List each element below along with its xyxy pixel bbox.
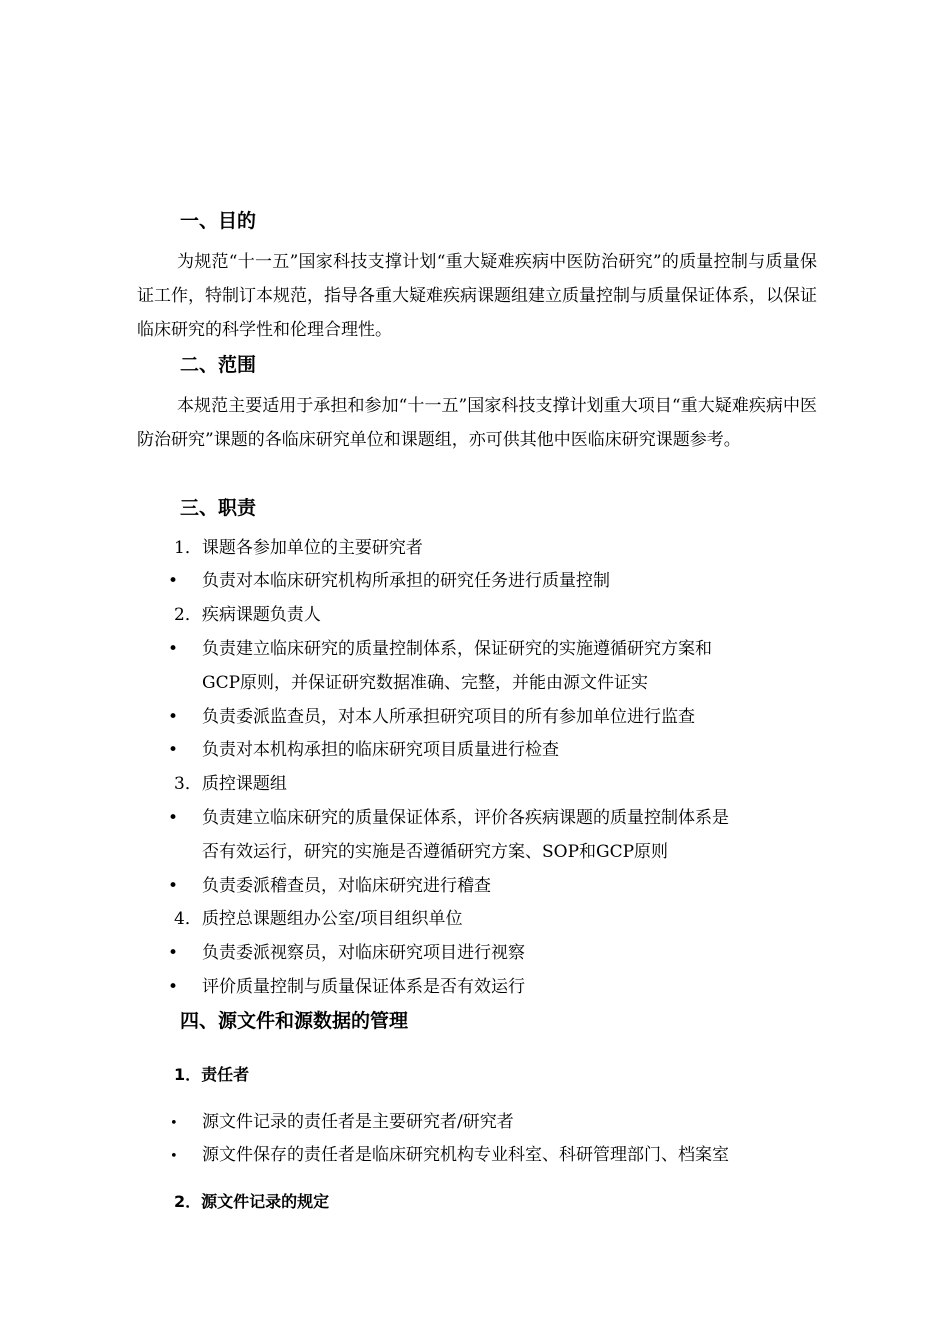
section-heading-scope: 二、范围	[180, 354, 257, 376]
duty-bullet	[168, 874, 491, 898]
section-heading-duties: 三、职责	[180, 497, 257, 519]
source-doc-bullet	[170, 1110, 514, 1136]
source-doc-bullet-text: 源文件保存的责任者是临床研究机构专业科室、科研管理部门、档案室	[202, 1145, 729, 1165]
duty-bullet-text: 负责委派视察员，对临床研究项目进行视察	[202, 943, 525, 963]
duty-bullet-continuation: GCP原则，并保证研究数据准确、完整，并能由源文件证实	[202, 673, 649, 693]
duty-bullet	[168, 569, 610, 593]
duty-item-2: 2．疾病课题负责人	[174, 605, 321, 625]
bullet-icon: •	[168, 571, 179, 591]
duty-bullet	[168, 806, 729, 830]
scope-paragraph: 本规范主要适用于承担和参加“十一五”国家科技支撑计划重大项目“重大疑难疾病中医防治研究”课题的各临床研究单位和课题组，亦可供其他中医临床研究课题参考。	[137, 396, 817, 450]
duty-bullet	[168, 975, 525, 999]
subsection-heading-responsible: 1．责任者	[174, 1065, 250, 1084]
bullet-icon: •	[168, 740, 179, 760]
duty-bullet-text: 负责委派稽查员，对临床研究进行稽查	[202, 876, 491, 896]
source-doc-bullet	[170, 1143, 729, 1169]
duty-bullet	[168, 738, 559, 762]
duty-bullet	[168, 637, 712, 661]
bullet-icon: •	[168, 707, 179, 727]
duty-item-3: 3．质控课题组	[174, 774, 287, 794]
section-heading-purpose: 一、目的	[180, 210, 257, 232]
bullet-icon: •	[168, 808, 179, 828]
duty-bullet-text: 负责对本临床研究机构所承担的研究任务进行质量控制	[202, 571, 610, 591]
bullet-icon: •	[170, 1149, 178, 1164]
duty-bullet	[168, 941, 525, 965]
duty-item-1: 1．课题各参加单位的主要研究者	[174, 538, 423, 558]
duty-bullet-text: 负责对本机构承担的临床研究项目质量进行检查	[202, 740, 559, 760]
bullet-icon: •	[168, 639, 179, 659]
duty-bullet-text: 评价质量控制与质量保证体系是否有效运行	[202, 977, 525, 997]
section-heading-source-docs: 四、源文件和源数据的管理	[180, 1010, 409, 1032]
duty-item-4: 4．质控总课题组办公室/项目组织单位	[174, 909, 463, 929]
subsection-heading-record-rules: 2．源文件记录的规定	[174, 1192, 330, 1211]
source-doc-bullet-text: 源文件记录的责任者是主要研究者/研究者	[202, 1112, 514, 1132]
duty-bullet-continuation: 否有效运行，研究的实施是否遵循研究方案、SOP和GCP原则	[202, 842, 669, 862]
duty-bullet-text: 负责委派监查员，对本人所承担研究项目的所有参加单位进行监查	[202, 707, 695, 727]
duty-bullet	[168, 705, 695, 729]
bullet-icon: •	[168, 876, 179, 896]
bullet-icon: •	[170, 1116, 178, 1131]
bullet-icon: •	[168, 943, 179, 963]
duty-bullet-text: 负责建立临床研究的质量保证体系，评价各疾病课题的质量控制体系是	[202, 808, 729, 828]
purpose-paragraph: 为规范“十一五”国家科技支撑计划“重大疑难疾病中医防治研究”的质量控制与质量保证工作，特制订本规范，指导各重大疑难疾病课题组建立质量控制与质量保证体系，以保证临床研究的科学性和伦理合理性。	[137, 252, 817, 340]
duty-bullet-text: 负责建立临床研究的质量控制体系，保证研究的实施遵循研究方案和	[202, 639, 712, 659]
bullet-icon: •	[168, 977, 179, 997]
